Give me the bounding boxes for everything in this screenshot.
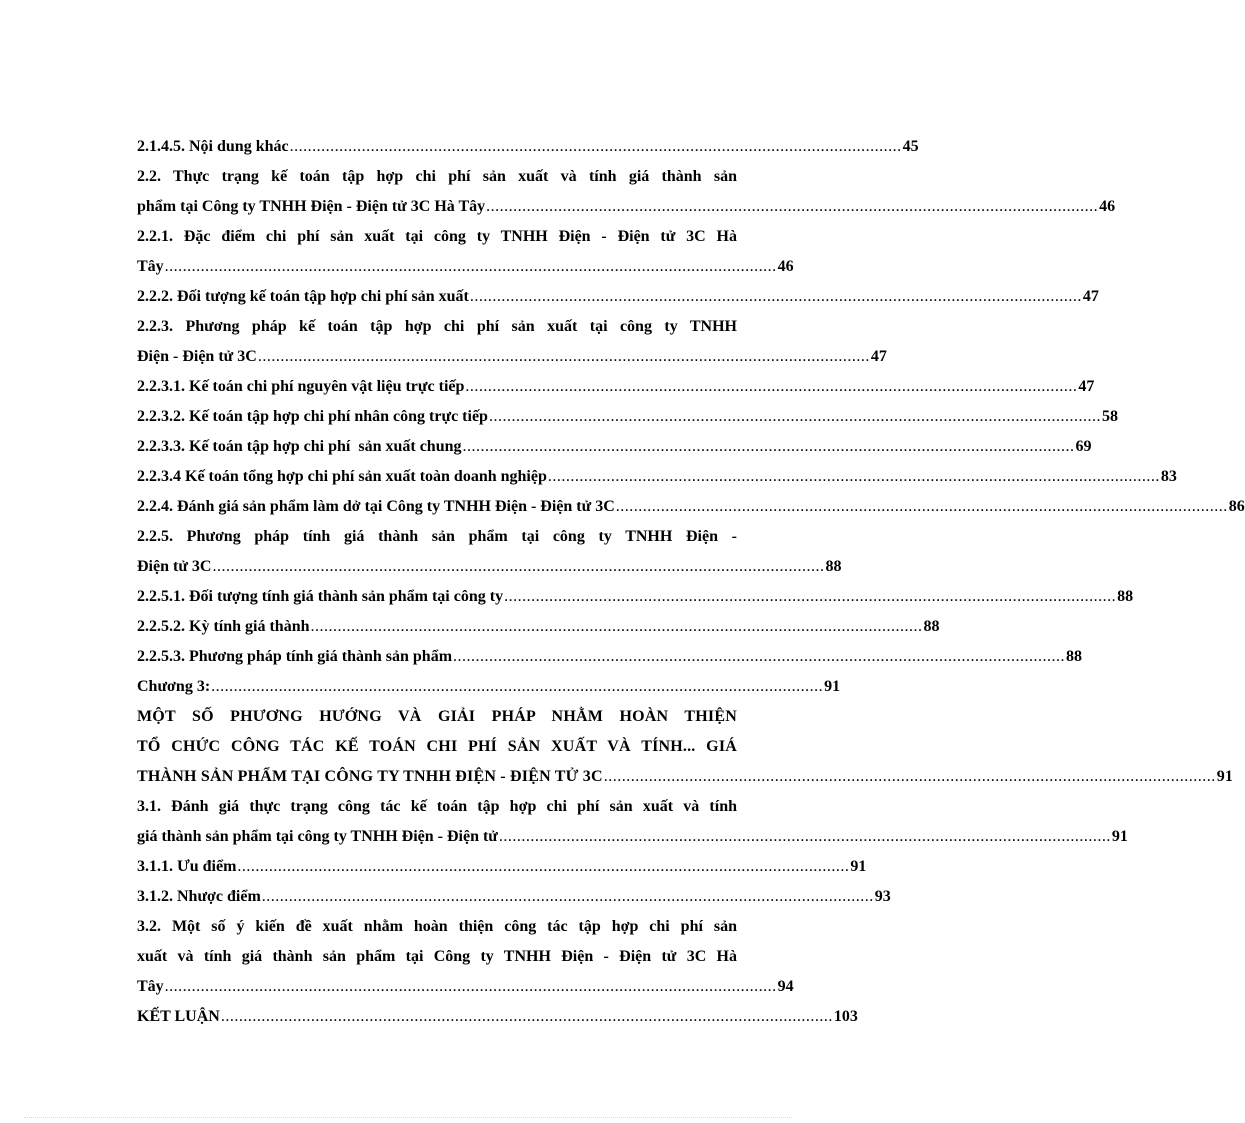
- toc-entry[interactable]: [137, 462, 1177, 492]
- toc-entry-page: 83: [1160, 468, 1177, 485]
- toc-entry-title-line[interactable]: 3.1. Đánh giá thực trạng công tác kế toán tập hợp chi phí sản xuất và tính: [137, 798, 737, 815]
- dot-leader: ........................................................................................................................................: [257, 348, 870, 365]
- toc-entry-page: 47: [1078, 378, 1095, 395]
- toc-entry[interactable]: [137, 192, 1116, 222]
- toc-entry[interactable]: [137, 642, 1083, 672]
- toc-entry-page: 103: [833, 1008, 858, 1025]
- toc-entry[interactable]: [137, 762, 1234, 792]
- toc-entry-page: 91: [824, 678, 841, 695]
- toc-entry-title: 2.2.3.3. Kế toán tập hợp chi phí sản xuất chung: [137, 438, 462, 455]
- toc-entry-page: 46: [1099, 198, 1116, 215]
- toc-entry[interactable]: [137, 432, 1092, 462]
- toc-entry-page: 46: [777, 258, 794, 275]
- dot-leader: ........................................................................................................................................: [469, 288, 1082, 305]
- dot-leader: ........................................................................................................................................: [261, 888, 874, 905]
- toc-entry-page: 69: [1075, 438, 1092, 455]
- toc-entry-page: 94: [777, 978, 794, 995]
- toc-entry-page: 58: [1101, 408, 1118, 425]
- toc-entry-title: Chương 3:: [137, 678, 211, 695]
- toc-entry-title-line[interactable]: TỔ CHỨC CÔNG TÁC KẾ TOÁN CHI PHÍ SẢN XUẤT VÀ TÍNH... GIÁ: [137, 738, 737, 755]
- toc-entry-page: 91: [1216, 768, 1234, 785]
- toc-entry[interactable]: [137, 672, 841, 702]
- toc-entry-title: Điện tử 3C: [137, 558, 212, 575]
- toc-entry-title: Tây: [137, 258, 164, 275]
- toc-entry-title: 2.2.3.1. Kế toán chi phí nguyên vật liệu trực tiếp: [137, 378, 465, 395]
- dot-leader: ........................................................................................................................................: [498, 828, 1111, 845]
- dot-leader: ........................................................................................................................................: [164, 978, 777, 995]
- toc-entry[interactable]: [137, 822, 1128, 852]
- toc-entry[interactable]: [137, 612, 940, 642]
- toc-entry-title-line[interactable]: 2.2.1. Đặc điểm chi phí sản xuất tại công ty TNHH Điện - Điện tử 3C Hà: [137, 228, 737, 245]
- page-bottom-divider: [24, 1117, 792, 1118]
- toc-entry[interactable]: [137, 972, 794, 1002]
- toc-entry-title: THÀNH SẢN PHẨM TẠI CÔNG TY TNHH ĐIỆN - ĐIỆN TỬ 3C: [137, 768, 603, 785]
- toc-entry-page: 47: [1082, 288, 1099, 305]
- dot-leader: ........................................................................................................................................: [486, 198, 1099, 215]
- dot-leader: ........................................................................................................................................: [453, 648, 1066, 665]
- toc-entry-page: 45: [902, 138, 919, 155]
- toc-entry-page: 47: [870, 348, 887, 365]
- dot-leader: ........................................................................................................................................: [603, 768, 1216, 785]
- toc-entry-title: giá thành sản phẩm tại công ty TNHH Điện - Điện tử: [137, 828, 498, 845]
- toc-entry[interactable]: [137, 132, 919, 162]
- toc-entry-title: Tây: [137, 978, 164, 995]
- toc-entry-page: 91: [1111, 828, 1128, 845]
- toc-entry-page: 88: [1066, 648, 1083, 665]
- toc-entry-title-line[interactable]: 3.2. Một số ý kiến đề xuất nhằm hoàn thiện công tác tập hợp chi phí sản: [137, 918, 737, 935]
- toc-entry-title: phẩm tại Công ty TNHH Điện - Điện tử 3C Hà Tây: [137, 198, 486, 215]
- toc-entry-title: 3.1.2. Nhược điểm: [137, 888, 261, 905]
- toc-entry[interactable]: [137, 402, 1118, 432]
- toc-entry-title: 2.2.4. Đánh giá sản phẩm làm dở tại Công ty TNHH Điện - Điện tử 3C: [137, 498, 615, 515]
- dot-leader: ........................................................................................................................................: [220, 1008, 833, 1025]
- toc-entry[interactable]: [137, 852, 867, 882]
- toc-entry[interactable]: [137, 282, 1099, 312]
- toc-entry[interactable]: [137, 1002, 858, 1032]
- toc-entry-title: 2.2.2. Đối tượng kế toán tập hợp chi phí sản xuất: [137, 288, 469, 305]
- toc-entry-title: 2.2.3.4 Kế toán tổng hợp chi phí sản xuất toàn doanh nghiệp: [137, 468, 547, 485]
- dot-leader: ........................................................................................................................................: [289, 138, 902, 155]
- toc-entry-title: 2.1.4.5. Nội dung khác: [137, 138, 289, 155]
- dot-leader: ........................................................................................................................................: [164, 258, 777, 275]
- dot-leader: ........................................................................................................................................: [465, 378, 1078, 395]
- toc-entry-title-line[interactable]: 2.2.5. Phương pháp tính giá thành sản phẩm tại công ty TNHH Điện -: [137, 528, 737, 545]
- toc-entry-page: 93: [874, 888, 891, 905]
- toc-entry-page: 86: [1228, 498, 1245, 515]
- dot-leader: ........................................................................................................................................: [211, 678, 824, 695]
- dot-leader: ........................................................................................................................................: [212, 558, 825, 575]
- dot-leader: ........................................................................................................................................: [615, 498, 1228, 515]
- toc-entry[interactable]: [137, 342, 887, 372]
- dot-leader: ........................................................................................................................................: [547, 468, 1160, 485]
- toc-entry[interactable]: [137, 252, 794, 282]
- dot-leader: ........................................................................................................................................: [488, 408, 1101, 425]
- toc-entry-title-line[interactable]: xuất và tính giá thành sản phẩm tại Công ty TNHH Điện - Điện tử 3C Hà: [137, 948, 737, 965]
- toc-entry-page: 88: [1117, 588, 1134, 605]
- toc-entry-page: 91: [850, 858, 867, 875]
- toc-entry-title: 3.1.1. Ưu điểm: [137, 858, 237, 875]
- toc-entry[interactable]: [137, 552, 842, 582]
- toc-entry-title: KẾT LUẬN: [137, 1008, 220, 1025]
- toc-entry[interactable]: [137, 372, 1095, 402]
- toc-entry-title: 2.2.5.1. Đối tượng tính giá thành sản phẩm tại công ty: [137, 588, 504, 605]
- dot-leader: ........................................................................................................................................: [310, 618, 923, 635]
- toc-entry[interactable]: [137, 492, 1245, 522]
- toc-entry-title-line[interactable]: 2.2. Thực trạng kế toán tập hợp chi phí sản xuất và tính giá thành sản: [137, 168, 737, 185]
- dot-leader: ........................................................................................................................................: [504, 588, 1117, 605]
- toc-entry-title-line[interactable]: 2.2.3. Phương pháp kế toán tập hợp chi phí sản xuất tại công ty TNHH: [137, 318, 737, 335]
- dot-leader: ........................................................................................................................................: [237, 858, 850, 875]
- toc-entry-title: 2.2.5.3. Phương pháp tính giá thành sản phẩm: [137, 648, 453, 665]
- toc-entry-title: Điện - Điện tử 3C: [137, 348, 257, 365]
- toc-entry-title: 2.2.3.2. Kế toán tập hợp chi phí nhân công trực tiếp: [137, 408, 488, 425]
- toc-entry[interactable]: [137, 582, 1134, 612]
- toc-entry-page: 88: [923, 618, 940, 635]
- toc-entry-page: 88: [825, 558, 842, 575]
- dot-leader: ........................................................................................................................................: [462, 438, 1075, 455]
- toc-entry[interactable]: [137, 882, 891, 912]
- table-of-contents: [137, 132, 1245, 1032]
- toc-entry-title: 2.2.5.2. Kỳ tính giá thành: [137, 618, 310, 635]
- toc-entry-title-line[interactable]: MỘT SỐ PHƯƠNG HƯỚNG VÀ GIẢI PHÁP NHẰM HOÀN THIỆN: [137, 708, 737, 725]
